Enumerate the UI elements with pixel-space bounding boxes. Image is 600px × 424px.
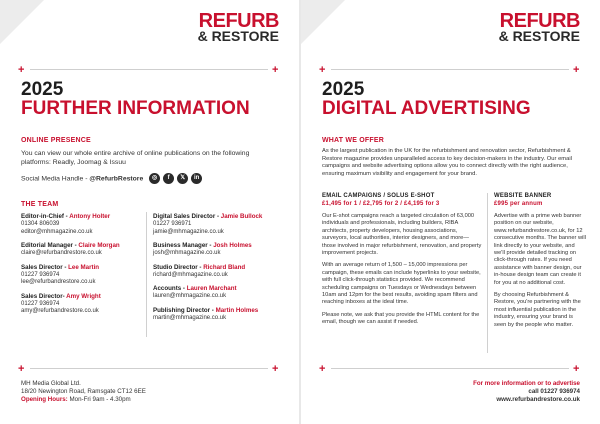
social-label: Social Media Handle - <box>21 175 90 183</box>
instagram-icon[interactable]: ◎ <box>149 173 160 184</box>
what-we-offer-heading: WHAT WE OFFER <box>322 137 384 144</box>
member-name: Richard Bland <box>203 263 246 271</box>
banner-paragraph: Advertise with a prime web banner position on our website, www.refurbandrestore.co.uk, for 12 consecutive months. The banner will link directly to your website, and we'll provide detailed tracking on click-through rates. If you need assistance with banner design, our in-house design team can create it for you at no additional cost. <box>494 213 586 286</box>
member-phone: 01227 936974 <box>21 300 60 307</box>
member-role: Editorial Manager - <box>21 242 79 249</box>
member-role: Sales Director - <box>21 263 69 271</box>
team-member <box>21 264 146 287</box>
team-member <box>21 293 146 316</box>
member-email[interactable]: editor@mhmagazine.co.uk <box>21 228 93 235</box>
divider <box>331 368 569 369</box>
email-paragraph: With an average return of 1,500 – 15,000 impressions per campaign, these emails can include hyperlinks to your website, with full click-through statistics provided. We recommend scheduling campaigns on Tuesdays or Wednesdays between 10am and 12pm for the best results, avoiding spam filters and reaching inboxes at the ideal time. <box>322 262 481 306</box>
team-member <box>21 242 146 258</box>
brand-logo <box>198 12 279 43</box>
social-icons <box>149 173 202 184</box>
page-title: FURTHER INFORMATION <box>21 98 250 119</box>
member-email[interactable]: josh@mhmagazine.co.uk <box>153 250 221 256</box>
member-email[interactable]: richard@mhmagazine.co.uk <box>153 271 228 278</box>
footer-contact-block <box>473 380 580 404</box>
left-page <box>0 0 299 424</box>
member-email[interactable]: lauren@mhmagazine.co.uk <box>153 293 227 299</box>
team-member <box>153 307 283 323</box>
member-role: Digital Sales Director - <box>153 213 221 220</box>
email-campaigns-heading: EMAIL CAMPAIGNS / SOLUS E-SHOT <box>322 193 435 199</box>
email-paragraph: Please note, we ask that you provide the HTML content for the email, though we can assist if needed. <box>322 311 480 326</box>
divider <box>331 69 569 70</box>
social-handle[interactable]: @RefurbRestore <box>89 175 144 183</box>
email-prices: £1,495 for 1 / £2,795 for 2 / £4,195 for 3 <box>322 201 440 207</box>
plus-marker: + <box>18 64 25 76</box>
website-banner-heading: WEBSITE BANNER <box>494 193 552 199</box>
member-email[interactable]: martin@mhmagazine.co.uk <box>153 314 227 321</box>
logo-line2: & RESTORE <box>498 28 580 45</box>
page-corner-fold <box>301 0 345 44</box>
column-divider <box>487 193 488 353</box>
member-email[interactable]: jamie@mhmagazine.co.uk <box>153 228 224 235</box>
page-corner-fold <box>0 0 44 44</box>
member-role: Sales Director- <box>21 292 67 300</box>
member-role: Publishing Director - <box>153 306 216 314</box>
plus-marker: + <box>272 64 279 76</box>
member-role: Editor-in-Chief - <box>21 213 70 220</box>
divider <box>30 69 268 70</box>
plus-marker: + <box>272 363 279 375</box>
member-name: Antony Holter <box>69 213 111 220</box>
member-name: Claire Morgan <box>78 242 120 249</box>
plus-marker: + <box>319 363 326 375</box>
social-media-row <box>21 173 202 184</box>
email-paragraph: Our E-shot campaigns reach a targeted circulation of 63,000 individuals and professionals, including builders, RIBA architects, property developers, housing associations, surveyors, local authorities, interior designers, and more—those involved in major refurbishment, renovation, and property improvement projects. <box>322 213 482 257</box>
footer-hours <box>21 396 281 404</box>
footer-hours-label: Opening Hours: <box>21 396 68 403</box>
footer-phone[interactable]: call 01227 936974 <box>528 388 580 395</box>
banner-paragraph: By choosing Refurbishment & Restore, you're partnering with the most influential publication in the industry, ensuring your brand is seen by the people who matter. <box>494 292 581 328</box>
page-title-year: 2025 <box>21 79 64 100</box>
footer-address: 18/20 Newington Road, Ramsgate CT12 6EE <box>21 388 146 395</box>
member-role: Accounts - <box>153 285 187 292</box>
plus-marker: + <box>18 363 25 375</box>
team-member <box>153 285 283 301</box>
column-divider <box>146 212 147 337</box>
member-role: Business Manager - <box>153 242 214 249</box>
plus-marker: + <box>573 64 580 76</box>
team-heading: THE TEAM <box>21 201 59 208</box>
member-phone: 01227 936974 <box>21 271 60 278</box>
divider <box>30 368 268 369</box>
footer-website-link[interactable]: www.refurbandrestore.co.uk <box>496 396 580 403</box>
member-email[interactable]: lee@refurbandrestore.co.uk <box>21 279 96 285</box>
team-column-2 <box>153 213 283 328</box>
page-title-year: 2025 <box>322 79 365 100</box>
team-column-1 <box>21 213 146 322</box>
footer-company: MH Media Global Ltd. <box>21 380 81 387</box>
logo-line1: REFURB <box>499 10 580 32</box>
member-email[interactable]: claire@refurbandrestore.co.uk <box>21 250 102 256</box>
footer-hours-value: Mon-Fri 9am - 4.30pm <box>67 396 131 403</box>
member-name: Josh Holmes <box>213 242 252 249</box>
brand-logo <box>499 12 580 43</box>
member-name: Amy Wright <box>66 292 101 300</box>
linkedin-icon[interactable]: in <box>191 173 202 184</box>
member-name: Martin Holmes <box>215 306 259 314</box>
plus-marker: + <box>319 64 326 76</box>
logo-line2: & RESTORE <box>197 28 279 45</box>
online-presence-heading: ONLINE PRESENCE <box>21 137 91 144</box>
logo-line1: REFURB <box>198 10 279 32</box>
member-email[interactable]: amy@refurbandrestore.co.uk <box>21 308 99 314</box>
offer-text: As the largest publication in the UK for the refurbishment and renovation sector, Refurbishment & Restore magazine provides unparalleled access to key decision-makers in the industry. Our email campaigns and website advertising options allow you to connect directly with the right audience, ensuring maximum visibility and engagement for your brand. <box>322 148 572 177</box>
team-member <box>153 242 283 258</box>
email-campaigns-body <box>322 213 482 327</box>
team-member <box>21 213 146 236</box>
website-banner-body <box>494 213 586 329</box>
x-icon[interactable]: 𝕏 <box>177 173 188 184</box>
member-phone: 01304 806039 <box>21 221 60 227</box>
online-presence-text: You can view our whole entire archive of online publications on the following platforms: Readly, Joomag & Issuu <box>21 150 250 166</box>
member-name: Jamie Bullock <box>220 213 263 220</box>
right-page <box>301 0 600 424</box>
member-phone: 01227 936971 <box>153 221 192 227</box>
member-role: Studio Director - <box>153 263 204 271</box>
banner-price: £995 per annum <box>494 201 543 207</box>
member-name: Lauren Marchant <box>186 285 237 292</box>
member-name: Lee Martin <box>68 263 100 271</box>
plus-marker: + <box>573 363 580 375</box>
page-title: DIGITAL ADVERTISING <box>322 98 531 119</box>
footer-contact-line: For more information or to advertise <box>473 380 580 387</box>
facebook-icon[interactable]: f <box>163 173 174 184</box>
team-member <box>153 213 283 236</box>
team-member <box>153 264 283 280</box>
footer-address-block <box>21 380 281 404</box>
